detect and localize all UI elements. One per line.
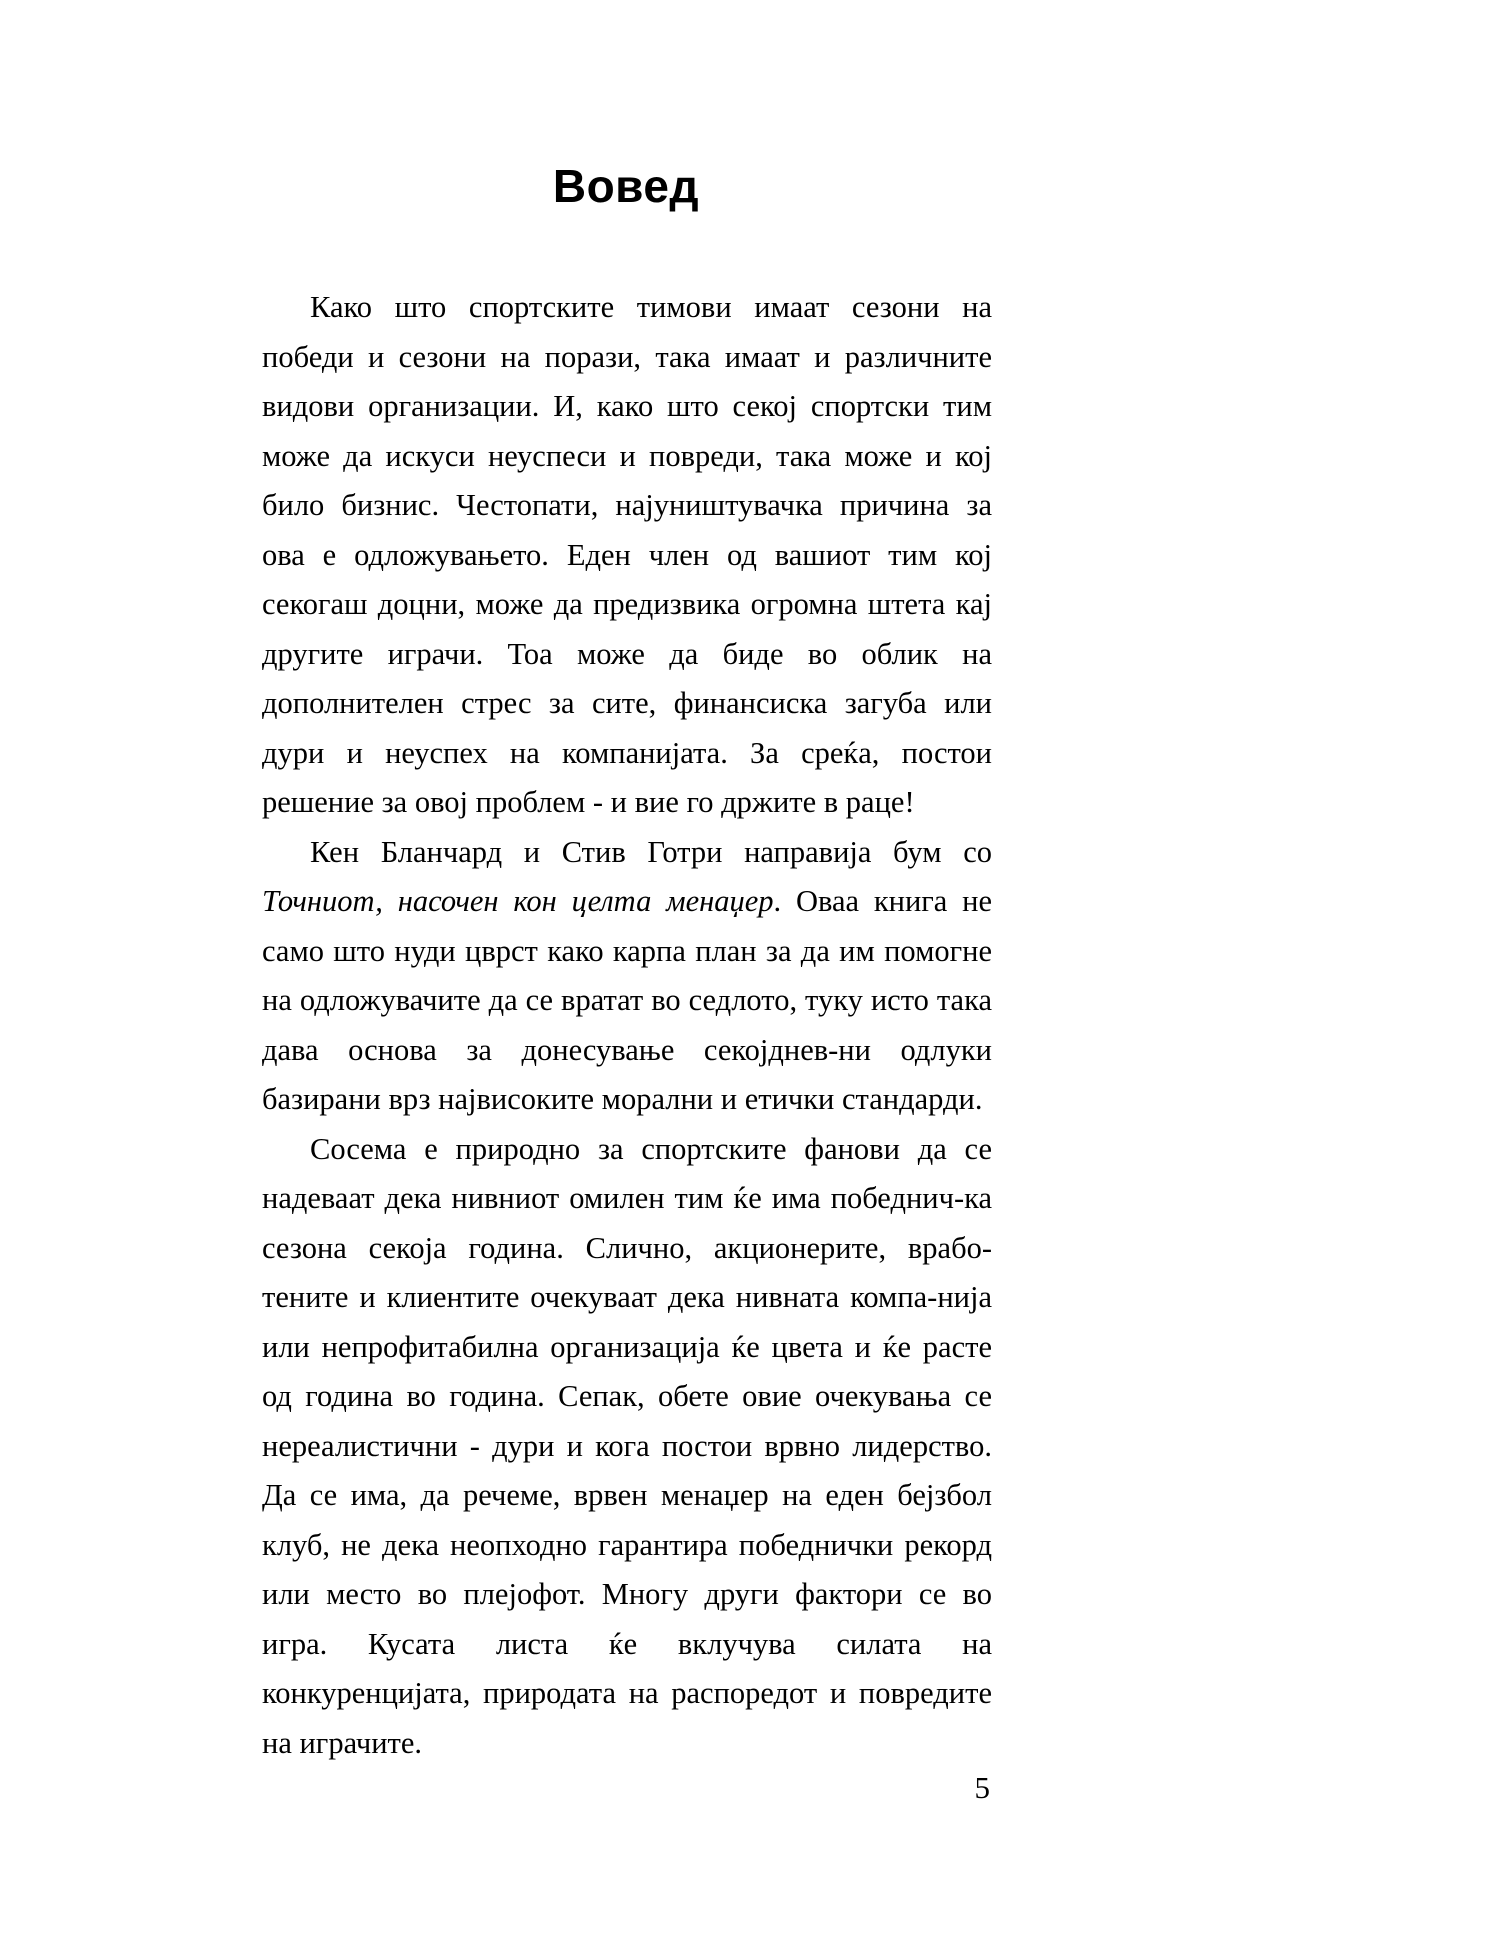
body-text-block (262, 283, 992, 1768)
page-title: Вовед (552, 159, 700, 212)
paragraph-2-text-after-title: . Оваа книга не само што нуди цврст како карпа план за да им помогне на одложувачите да се вратат во седлото, туку исто така дава основа за донесување секојднев-ни одлуки базирани врз највисоките морални и етички стандарди. (262, 884, 992, 1116)
paragraph-3: Сосема е природно за спортските фанови да се надеваат дека нивниот омилен тим ќе има победнич-ка сезона секоја година. Слично, акционерите, врабо-тените и клиентите очекуваат дека нивната компа-нија или непрофитабилна организација ќе цвета и ќе расте од година во година. Сепак, обете овие очекувања се нереалистични - дури и кога постои врвно лидерство. Да се има, да речеме, врвен менаџер на еден бејзбол клуб, не дека неопходно гарантира победнички рекорд или место во плејофот. Многу други фактори се во игра. Кусата листа ќе вклучува силата на конкуренцијата, природата на распоредот и повредите на играчите. (262, 1131, 992, 1760)
book-title-italic: Точниот, насочен кон целта менаџер (262, 884, 774, 918)
paragraph-2-text-before-title: Кен Бланчард и Стив Готри направија бум со (310, 834, 992, 869)
page-number: 5 (974, 1770, 990, 1805)
paragraph-1: Како што спортските тимови имаат сезони на победи и сезони на порази, така имаат и различните видови организации. И, како што секој спортски тим може да искуси неуспеси и повреди, така може и кој било бизнис. Честопати, најуништувачка причина за ова е одложувањето. Еден член од вашиот тим кој секогаш доцни, може да предизвика огромна штета кај другите играчи. Тоа може да биде во облик на дополнителен стрес за сите, финансиска загуба или дури и неуспех на компанијата. За среќа, постои решение за овој проблем - и вие го држите в раце! (262, 290, 992, 819)
paragraph-2 (262, 828, 992, 1125)
